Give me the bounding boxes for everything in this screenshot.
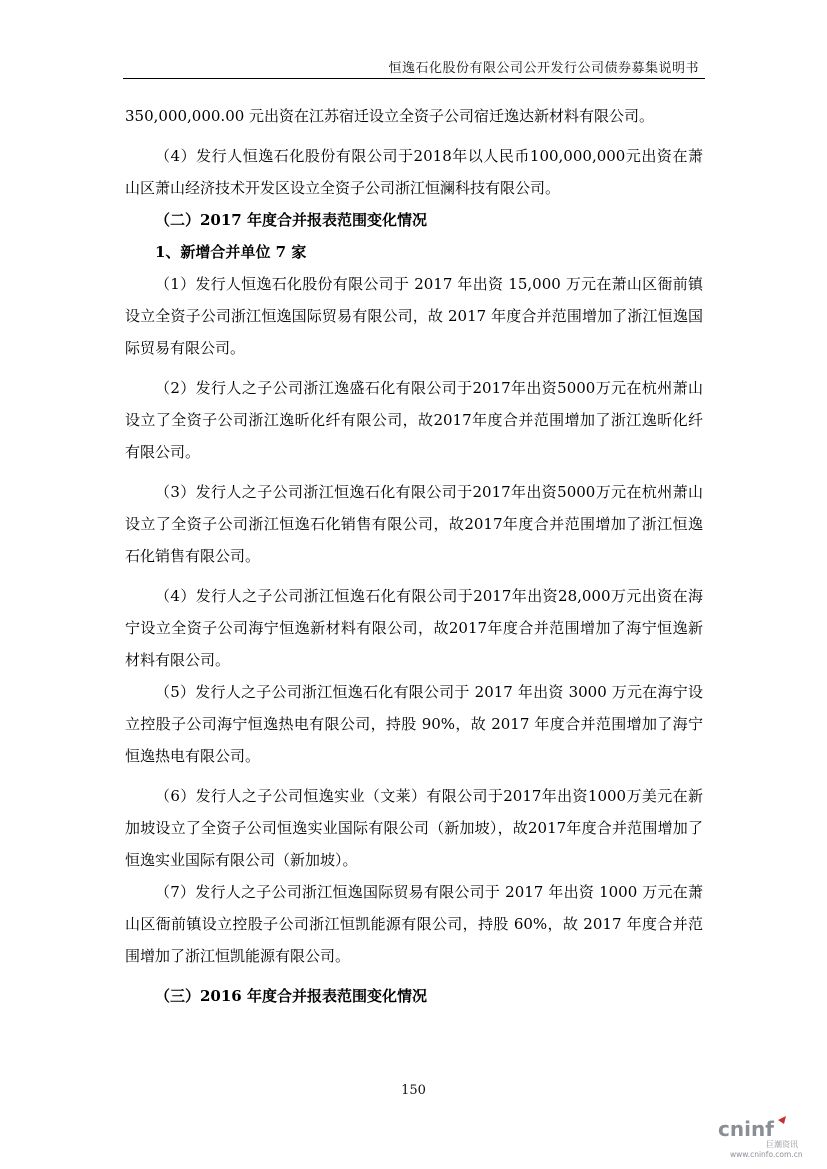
- paragraph-item-4: （4）发行人之子公司浙江恒逸石化有限公司于2017年出资28,000万元出资在海宁设立全资子公司海宁恒逸新材料有限公司，故2017年度合并范围增加了海宁恒逸新材料有限公司。: [125, 587, 703, 669]
- svg-text:cninf: cninf: [718, 1117, 774, 1141]
- svg-text:巨潮资讯: 巨潮资讯: [766, 1140, 798, 1149]
- page-number: 150: [401, 1083, 426, 1098]
- paragraph-item-4-2018: （4）发行人恒逸石化股份有限公司于2018年以人民币100,000,000元出资在萧山区萧山经济技术开发区设立全资子公司浙江恒澜科技有限公司。: [125, 147, 703, 197]
- paragraph-item-1: （1）发行人恒逸石化股份有限公司于 2017 年出资 15,000 万元在萧山区衙前镇设立全资子公司浙江恒逸国际贸易有限公司，故 2017 年度合并范围增加了浙江恒逸国际贸易有限公司。: [125, 275, 703, 357]
- paragraph-item-5: （5）发行人之子公司浙江恒逸石化有限公司于 2017 年出资 3000 万元在海宁设立控股子公司海宁恒逸热电有限公司，持股 90%，故 2017 年度合并范围增加了海宁恒逸热电有限公司。: [125, 683, 703, 765]
- section-heading-2017: （二）2017 年度合并报表范围变化情况: [155, 211, 427, 229]
- paragraph-item-7: （7）发行人之子公司浙江恒逸国际贸易有限公司于 2017 年出资 1000 万元在萧山区衙前镇设立控股子公司浙江恒凯能源有限公司，持股 60%，故 2017 年度合并范围增加了浙江恒凯能源有限公司。: [125, 883, 703, 965]
- section-heading-2016: （三）2016 年度合并报表范围变化情况: [155, 987, 427, 1005]
- subsection-heading-new-units: 1、新增合并单位 7 家: [155, 243, 307, 261]
- paragraph-item-6: （6）发行人之子公司恒逸实业（文莱）有限公司于2017年出资1000万美元在新加坡设立了全资子公司恒逸实业国际有限公司（新加坡），故2017年度合并范围增加了恒逸实业国际有限公司（新加坡）。: [125, 787, 703, 869]
- paragraph-item-2: （2）发行人之子公司浙江逸盛石化有限公司于2017年出资5000万元在杭州萧山设立了全资子公司浙江逸昕化纤有限公司，故2017年度合并范围增加了浙江逸昕化纤有限公司。: [125, 379, 703, 461]
- paragraph-continuation: 350,000,000.00 元出资在江苏宿迁设立全资子公司宿迁逸达新材料有限公司。: [125, 107, 655, 125]
- cninfo-logo: [716, 1114, 811, 1159]
- svg-text:www.cninfo.com.cn: www.cninfo.com.cn: [730, 1150, 803, 1159]
- header-divider: [123, 78, 705, 79]
- document-body: [125, 100, 703, 1012]
- document-header-title: 恒逸石化股份有限公司公开发行公司债券募集说明书: [388, 61, 699, 76]
- paragraph-item-3: （3）发行人之子公司浙江恒逸石化有限公司于2017年出资5000万元在杭州萧山设立了全资子公司浙江恒逸石化销售有限公司，故2017年度合并范围增加了浙江恒逸石化销售有限公司。: [125, 483, 703, 565]
